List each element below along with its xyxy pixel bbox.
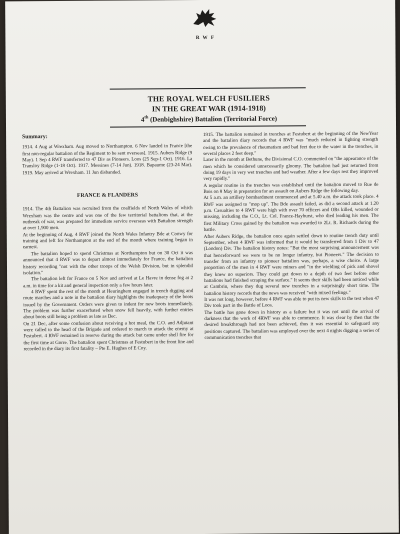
paragraph: After Aubers Ridge, the battalion once again settled down to routine trench duty until September, when 4 RWF was informed that it would be transferred from 1 Div to 47 (London) Div. The battalion history notes: "But the most surprising announcement was that henceforward we were to be no longer infantry, but Pioneers." The decision to transfer from an infantry to pioneer battalion was, perhaps, a wise choice. A large proportion of the men in 4 RWF were miners and "in the wielding of pick and shovel they knew no superiors. They could get down to a depth of two feet before other battalions had finished scraping the surface." It seems their skills had been noticed while at Cambrin, where they dug several new trenches in a surprisingly short time. The battalion history records that the news was received "with mixed feelings." [203, 233, 380, 297]
title-rule-bottom [110, 125, 306, 127]
document-title [96, 93, 322, 124]
left-column [22, 133, 194, 353]
summary-heading: Summary: [22, 134, 48, 141]
section-heading: FRANCE & FLANDERS [77, 192, 138, 199]
dragon-icon [190, 6, 220, 30]
paragraph: The battalion hoped to spend Christmas at Northampton but on 30 Oct it was announced that 4 RWF was to depart almost immediately for France, the battalion history recording "not with the other troops of the Welsh Division, but in splendid isolation." [22, 250, 194, 277]
paragraph: It was not long, however, before 4 RWF was able to put its new skills to the test when 47 Div took part in the Battle of Loos. [204, 296, 380, 310]
paragraph: A regular routine in the trenches was established until the battalion moved to Rue de Bois on 8 May in preparation for an assault on Aubers Ridge the following day. [203, 182, 379, 196]
paragraph: 1915. The battalion remained in trenches at Festubert at the beginning of the NewYear and the battalion diary records that 4 RWF was "much reduced in fighting strength owing to the prevalence of rheumatism and bad feet due to the water in the trenches, in several places 2 feet deep." [203, 131, 379, 158]
summary-text: 1914. 4 Aug at Wrexham. Aug moved to Northampton. 6 Nov landed in France [the first non-regular battalion of the Regiment to be sent overseas]. 1915. Aubers Ridge (9 May). 1 Sep 4 RWF transferred to 47 Div as Pioneers. Loos (25 Sep-1 Oct). 1916. La Transloy Ridge (1-18 Oct). 1917. Messines (7-14 Jun). 1918. Bapaume (23-24 Mar). 1919. May arrived at Wrexham. 11 Jun disbanded. [22, 144, 193, 176]
title-line-1: THE ROYAL WELCH FUSILIERS [147, 93, 270, 104]
title-line-2: IN THE GREAT WAR (1914-1918) [151, 103, 266, 114]
paragraph: 1914. The 4th Battalion was recruited from the coalfields of North Wales of which Wrexham was the centre and was one of the few territorial battalions that, at the outbreak of war, was prepared for immediate service overseas with Battalion strength at over 1,900 men. [22, 206, 193, 232]
paragraph: The battalion left for France on 5 Nov and arrived at Le Havre in dense fog at 2 a.m. in time for a kit and general inspection only a few hours later. [23, 276, 194, 289]
paragraph: Later in the month at Bethune, the Divisional C.O. commented on "the appearance of the men which he considered unnecessarily gloomy. The battalion had just returned from doing 19 days in very wet trenches and bad weather. After a few days rest they improved very rapidly." [203, 157, 379, 183]
paragraph: The battle has gone down in history as a failure but it was not until the arrival of darkness that the work of 4RWF was able to commence. It was clear by then that the desired breakthrough had not been achieved, thus it was essential to safeguard any positions captured. The battalion was employed over the next 4 nights digging a series of communication trenches that [204, 309, 380, 341]
paragraph: On 21 Dec, after some confusion about receiving a hot meal, the C.O. and Adjutant were called to the head of the Brigade and ordered to march to attack the enemy at Festubert. 4 RWF remained in reserve during the attack but came under shell fire for the first time at Gorre. The battalion spent Christmas at Festubert in the front line and recorded in the diary its first fatality – Pte E. Hughes of E Coy. [23, 320, 194, 353]
regimental-crest [185, 6, 225, 46]
paragraph: At 5 a.m. an artillery bombardment commenced and at 5.40 a.m. the attack took place. 4 RWF was assigned to "mop up". The Bde assault failed, as did a second attack at 1.20 p.m. Casualties to 4 RWF were high with over 70 officers and ORs killed, wounded or missing, including the C.O., Lt. Col. France-Hayhurst, who died leading his men. The first Military Cross gained by the battalion was awarded to 2Lt. R. Richards during the battle. [203, 195, 379, 234]
crest-label: R W F [195, 35, 215, 42]
title-line-3: 4th (Denbighshire) Battalion (Territorial Force) [140, 114, 278, 124]
document-page [5, 0, 399, 534]
paragraph: At the beginning of Aug, 4 RWF joined the North Wales Infantry Bde at Conwy for training and left for Northampton at the end of the month where training began in earnest. [22, 231, 193, 251]
title-rule-top [110, 87, 306, 89]
paragraph: 4 RWF spent the rest of the month at Heuringhem engaged in trench digging and route marches and a note in the battalion diary highlights the inadequacy of the boots issued by the Government. Orders were given to indent for new boots immediately. The problem was further exacerbated when snow fell heavily, with further entries about boots still being a problem as late as Dec. [23, 288, 194, 321]
right-column [203, 132, 379, 343]
